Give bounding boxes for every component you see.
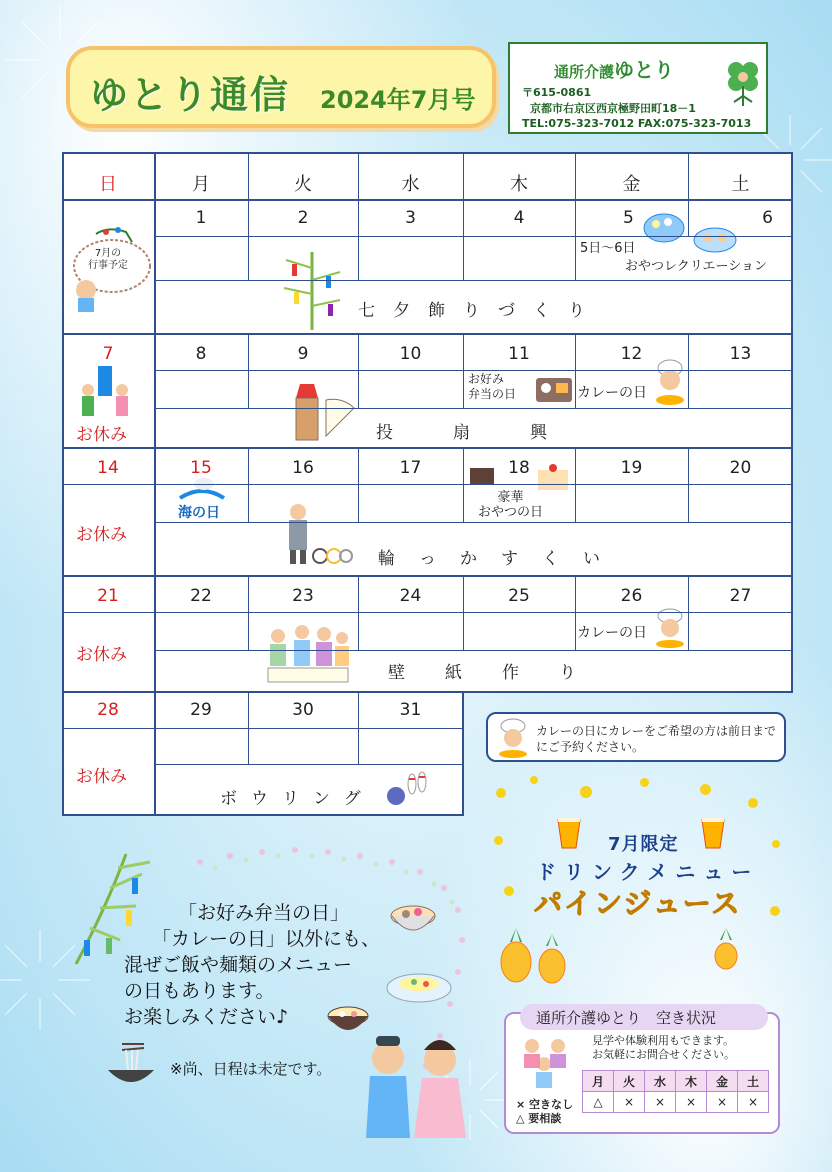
day-8: 8	[195, 344, 207, 364]
fan-game-icon	[292, 378, 356, 444]
curry-chef-icon	[652, 358, 688, 406]
elderly-man-rings-icon	[284, 502, 354, 566]
avail-day-mon: 月	[583, 1071, 614, 1092]
weekday-thu: 木	[510, 174, 528, 195]
avail-status-wed: ×	[645, 1092, 676, 1113]
message-line-2: 「カレーの日」以外にも、	[152, 928, 381, 950]
avail-day-fri: 金	[707, 1071, 738, 1092]
avail-day-wed: 水	[645, 1071, 676, 1092]
day-6: 6	[762, 208, 773, 228]
message-line-5: お楽しみください♪	[124, 1006, 289, 1028]
day-10: 10	[399, 344, 422, 364]
drink-name: パインジュース	[534, 887, 742, 920]
weekday-sun: 日	[99, 174, 117, 195]
day-27: 27	[729, 586, 752, 606]
pineapple-icon-single	[712, 926, 740, 970]
day-7: 7	[102, 344, 114, 364]
availability-box	[504, 1009, 780, 1134]
day-3: 3	[405, 208, 416, 228]
message-line-3: 混ぜご飯や麺類のメニュー	[124, 954, 353, 976]
curry-reservation-note	[486, 712, 786, 762]
avail-day-sat: 土	[738, 1071, 769, 1092]
org-info-box	[508, 42, 768, 134]
day-11: 11	[508, 344, 530, 364]
avail-status-mon: △	[583, 1092, 614, 1113]
somen-icon	[104, 1040, 158, 1090]
day-17: 17	[399, 458, 422, 478]
org-tel-fax: TEL:075-323-7012 FAX:075-323-7013	[522, 117, 752, 130]
org-name-prefix: 通所介護	[554, 63, 615, 81]
orihime-hikoboshi-icon	[358, 1030, 472, 1142]
noodle-bowl-icon	[388, 896, 438, 940]
curry-chef-icon-3	[496, 718, 530, 758]
drink-title-limited: 7月限定	[608, 834, 679, 855]
closed-label-14: お休み	[76, 525, 127, 545]
snack-bowl-icon	[642, 210, 686, 244]
juice-glass-icon-left	[556, 816, 582, 850]
day-25: 25	[508, 586, 530, 606]
day-14: 14	[97, 458, 119, 478]
drink-title-menu: ドリンクメニュー	[536, 860, 760, 884]
availability-note: 見学や体験利用もできます。 お気軽にお問合せください。	[592, 1034, 735, 1061]
availability-title: 通所介護ゆとり 空き状況	[536, 1009, 717, 1027]
juice-glass-icon-right	[700, 816, 726, 850]
w2-curry-note: カレーの日	[577, 385, 647, 401]
day-26: 26	[620, 586, 643, 606]
day-12: 12	[620, 344, 643, 364]
w4-curry-note: カレーの日	[577, 625, 647, 641]
cold-noodle-plate-icon	[384, 964, 454, 1008]
message-line-1: 「お好み弁当の日」	[178, 902, 350, 924]
day-1: 1	[195, 208, 207, 228]
org-name	[554, 54, 674, 83]
w1-range-note: 5日～6日	[580, 241, 636, 256]
title-plate	[66, 46, 496, 128]
event-wakka: 輪っかすくい	[378, 549, 624, 569]
closed-label-28: お休み	[76, 767, 127, 787]
schedule-tbd-note: ※尚、日程は未定です。	[170, 1060, 332, 1078]
closed-label-21: お休み	[76, 645, 127, 665]
day-19: 19	[620, 458, 643, 478]
day-13: 13	[729, 344, 752, 364]
bento-box-icon	[534, 374, 574, 404]
avail-status-fri: ×	[707, 1092, 738, 1113]
w2-bento-note: お好み 弁当の日	[468, 372, 517, 401]
weekday-wed: 水	[401, 174, 420, 195]
day-31: 31	[399, 700, 422, 720]
day-28: 28	[97, 700, 119, 720]
seagull-icon	[176, 474, 228, 504]
avail-day-thu: 木	[676, 1071, 707, 1092]
org-zip: 〒615-0861	[522, 86, 592, 99]
day-23: 23	[292, 586, 314, 606]
day-9: 9	[297, 344, 309, 364]
issue-label: 2024年7月号	[320, 86, 476, 114]
w3-sweets-note: 豪華 おやつの日	[478, 490, 544, 520]
event-wallpaper: 壁紙作り	[388, 663, 616, 683]
curry-note-text: カレーの日にカレーをご希望の方は前日までにご予約ください。	[536, 724, 777, 754]
day-5: 5	[623, 208, 634, 228]
day-20: 20	[729, 458, 752, 478]
bowling-icon	[382, 768, 430, 808]
page-title: ゆとり通信	[90, 73, 291, 117]
event-tanabata: 七夕飾りづくり	[358, 301, 603, 321]
menu-message	[124, 900, 380, 1030]
day-2: 2	[297, 208, 309, 228]
tanabata-couple-icon	[76, 364, 136, 418]
weekday-mon: 月	[192, 174, 210, 195]
event-bowling: ボウリング	[220, 789, 375, 809]
legend-full: × 空きなし	[516, 1098, 574, 1111]
weekday-tue: 火	[294, 174, 312, 195]
bamboo-tanabata-icon	[274, 248, 350, 330]
staff-group-icon	[514, 1034, 578, 1090]
day-29: 29	[190, 700, 212, 720]
day-22: 22	[190, 586, 212, 606]
message-line-4: の日もあります。	[124, 980, 275, 1002]
day-16: 16	[292, 458, 314, 478]
weekday-fri: 金	[622, 174, 641, 195]
day-4: 4	[513, 208, 525, 228]
day-21: 21	[97, 586, 119, 606]
availability-table	[582, 1070, 769, 1113]
avail-status-thu: ×	[676, 1092, 707, 1113]
legend-consult: △ 要相談	[516, 1112, 562, 1125]
drink-menu	[490, 776, 790, 996]
marine-day-label: 海の日	[178, 505, 220, 521]
schedule-label: 7月の 行事予定	[88, 248, 128, 271]
clover-mascot-icon	[722, 56, 764, 116]
closed-label-7: お休み	[76, 425, 127, 445]
day-30: 30	[292, 700, 314, 720]
day-24: 24	[399, 586, 422, 606]
day-15: 15	[190, 458, 212, 478]
dessert-plate-icon	[692, 220, 738, 254]
cake-icon	[468, 462, 580, 494]
org-address: 京都市右京区西京極野田町18－1	[530, 102, 696, 115]
avail-day-tue: 火	[614, 1071, 645, 1092]
avail-status-tue: ×	[614, 1092, 645, 1113]
curry-chef-icon-2	[652, 608, 688, 648]
w1-event-note: おやつレクリエーション	[625, 259, 767, 274]
day-18: 18	[508, 458, 530, 478]
weekday-sat: 土	[731, 174, 750, 195]
pineapple-icon-pair	[498, 924, 574, 986]
event-tosenkyo: 投扇興	[376, 423, 607, 443]
org-name-main: ゆとり	[614, 58, 675, 82]
group-craft-icon	[262, 622, 352, 686]
avail-status-sat: ×	[738, 1092, 769, 1113]
